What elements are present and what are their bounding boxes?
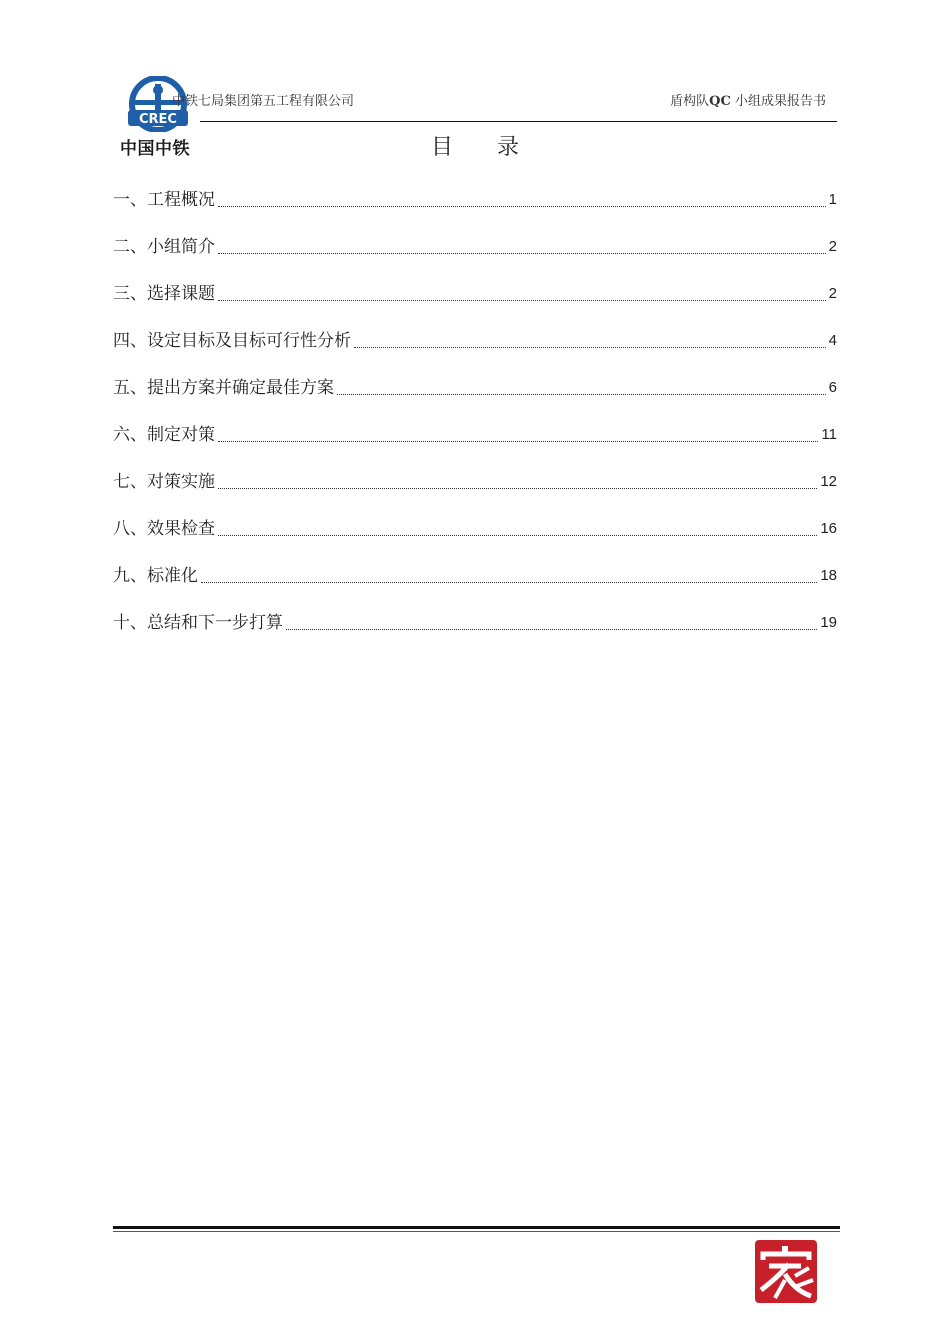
toc-entry[interactable] [113,611,837,658]
toc-entry-label: 四、设定目标及目标可行性分析 [113,331,351,351]
toc-leader-dots [201,564,817,583]
table-of-contents [113,188,837,658]
toc-leader-dots [218,423,818,442]
toc-entry[interactable] [113,235,837,282]
toc-leader-dots [286,611,817,630]
brand-text: 中国中铁 [120,139,190,159]
toc-entry-page: 19 [820,614,837,631]
toc-entry-page: 18 [820,567,837,584]
toc-entry[interactable] [113,564,837,611]
toc-leader-dots [218,188,826,207]
toc-entry-label: 九、标准化 [113,566,198,586]
report-prefix: 盾构队 [670,94,710,109]
company-name: 中铁七局集团第五工程有限公司 [172,94,355,109]
toc-entry[interactable] [113,376,837,423]
report-name [670,90,826,109]
toc-title [0,130,950,161]
svg-text:CREC: CREC [139,112,177,127]
toc-entry-page: 1 [828,191,837,208]
footer-divider-thin [113,1231,840,1232]
footer-divider [113,1226,840,1229]
toc-entry-label: 六、制定对策 [113,425,215,445]
toc-entry[interactable] [113,188,837,235]
toc-entry-page: 11 [821,426,837,443]
toc-entry-label: 五、提出方案并确定最佳方案 [113,378,334,398]
header-divider [200,121,837,122]
toc-entry-label: 三、选择课题 [113,284,215,304]
toc-entry-label: 七、对策实施 [113,472,215,492]
toc-entry-label: 八、效果检查 [113,519,215,539]
toc-entry[interactable] [113,470,837,517]
toc-entry-label: 一、工程概况 [113,190,215,210]
home-badge-icon [755,1240,817,1303]
toc-leader-dots [218,517,817,536]
toc-entry-page: 6 [828,379,837,396]
toc-leader-dots [354,329,826,348]
toc-leader-dots [218,235,826,254]
toc-entry[interactable] [113,329,837,376]
report-suffix: 小组成果报告书 [734,94,826,109]
toc-entry[interactable] [113,517,837,564]
toc-entry-page: 2 [828,238,837,255]
toc-leader-dots [218,470,817,489]
toc-entry-page: 2 [828,285,837,302]
report-bold: QC [709,94,731,109]
toc-entry-label: 二、小组简介 [113,237,215,257]
toc-entry[interactable] [113,282,837,329]
toc-entry-page: 12 [820,473,837,490]
toc-entry[interactable] [113,423,837,470]
toc-entry-page: 4 [828,332,837,349]
toc-entry-page: 16 [820,520,837,537]
toc-leader-dots [218,282,826,301]
toc-entry-label: 十、总结和下一步打算 [113,613,283,633]
toc-title-text: 目 录 [430,135,519,160]
toc-leader-dots [337,376,826,395]
